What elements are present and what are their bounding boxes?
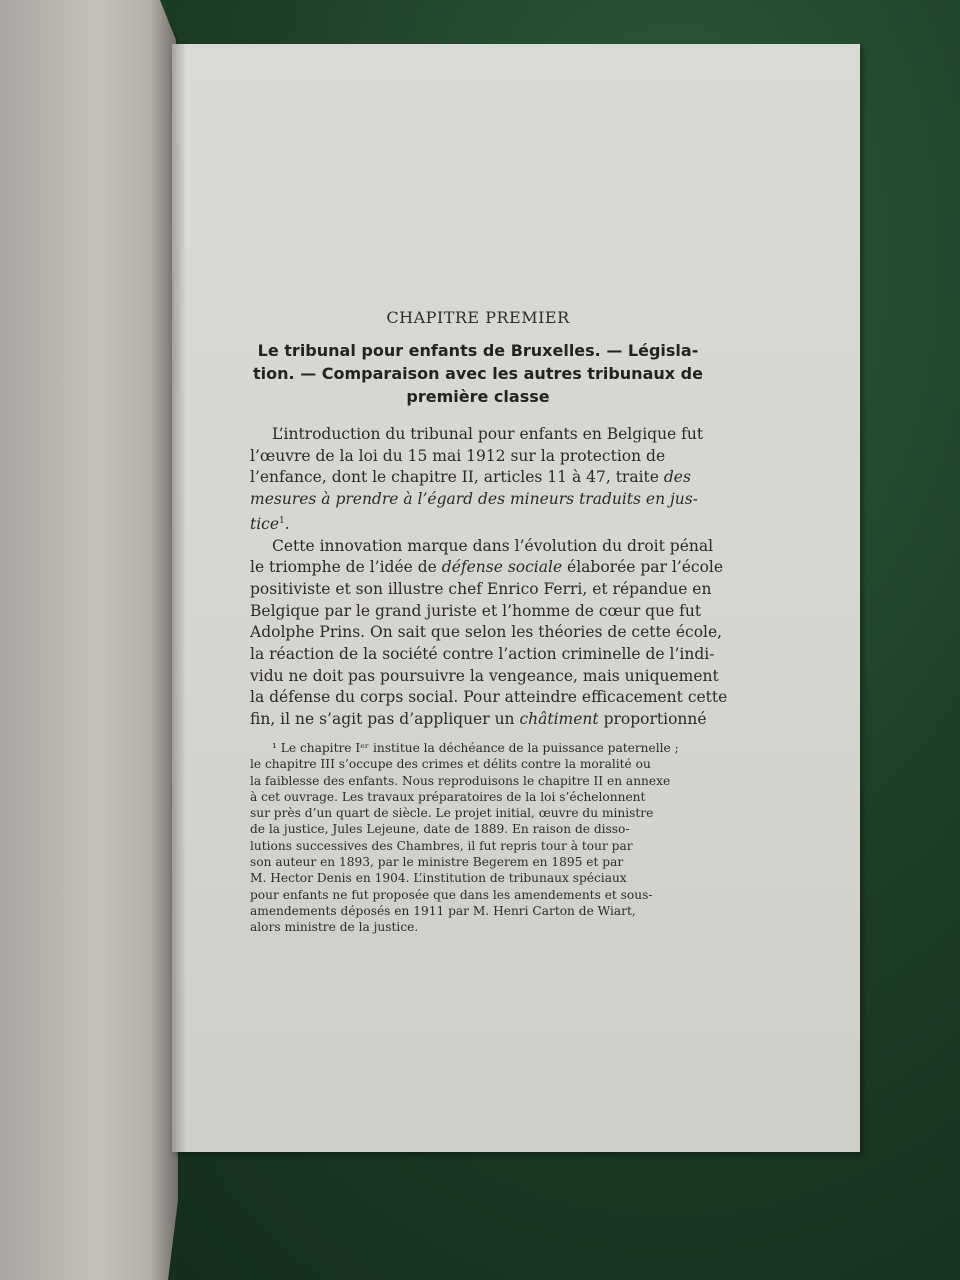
body-line: l’œuvre de la loi du 15 mai 1912 sur la protection de bbox=[250, 446, 666, 465]
footnote-line: pour enfants ne fut proposée que dans les amendements et sous- bbox=[250, 887, 653, 902]
footnote-line: lutions successives des Chambres, il fut repris tour à tour par bbox=[250, 838, 633, 853]
footnote-line: sur près d’un quart de siècle. Le projet initial, œuvre du ministre bbox=[250, 806, 654, 821]
italic-text-run: défense sociale bbox=[441, 558, 563, 577]
chapter-title-line: tion. — Comparaison avec les autres tribunaux de bbox=[253, 364, 703, 383]
body-text bbox=[250, 424, 728, 731]
body-line: la réaction de la société contre l’action criminelle de l’indi- bbox=[250, 645, 715, 664]
italic-text-run: tice bbox=[250, 514, 280, 533]
body-line: Belgique par le grand juriste et l’homme de cœur que fut bbox=[250, 601, 702, 620]
body-line: la défense du corps social. Pour atteindre efficacement cette bbox=[250, 688, 728, 707]
body-text-run: l’enfance, dont le chapitre II, articles 11 à 47, traite bbox=[250, 468, 664, 487]
footnote-line: ¹ Le chapitre Iᵉʳ institue la déchéance de la puissance paternelle ; bbox=[272, 741, 679, 755]
italic-text-run: des bbox=[663, 468, 691, 487]
body-text-run: élaborée par l’école bbox=[562, 558, 724, 577]
chapter-title-line: première classe bbox=[406, 387, 550, 406]
page-gutter-shade bbox=[172, 44, 186, 1152]
body-line bbox=[250, 511, 706, 536]
footnote-line: la faiblesse des enfants. Nous reproduisons le chapitre II en annexe bbox=[250, 773, 671, 788]
body-text-run: fin, il ne s’agit pas d’appliquer un bbox=[250, 710, 520, 729]
body-line: Adolphe Prins. On sait que selon les théories de cette école, bbox=[250, 623, 723, 642]
footnote-line: le chapitre III s’occupe des crimes et délits contre la moralité ou bbox=[250, 757, 651, 772]
body-line bbox=[250, 467, 706, 489]
footnote-line: amendements déposés en 1911 par M. Henri Carton de Wiart, bbox=[250, 903, 636, 918]
body-text-run: proportionné bbox=[598, 710, 707, 729]
body-line bbox=[250, 709, 706, 731]
italic-text-run: châtiment bbox=[519, 710, 599, 729]
body-line: positiviste et son illustre chef Enrico Ferri, et répandue en bbox=[250, 579, 712, 598]
chapter-title bbox=[250, 339, 706, 408]
body-line: vidu ne doit pas poursuivre la vengeance, mais uniquement bbox=[250, 666, 719, 685]
body-line bbox=[250, 557, 724, 579]
footnote-line: à cet ouvrage. Les travaux préparatoires de la loi s’échelonnent bbox=[250, 789, 646, 804]
footnote-line: son auteur en 1893, par le ministre Begerem en 1895 et par bbox=[250, 855, 624, 870]
body-line: Cette innovation marque dans l’évolution du droit pénal bbox=[272, 536, 714, 555]
chapter-heading: CHAPITRE PREMIER bbox=[386, 308, 570, 327]
body-text-run: le triomphe de l’idée de bbox=[250, 558, 442, 577]
body-text-run: . bbox=[284, 514, 290, 533]
footnote bbox=[250, 740, 706, 936]
footnote-marker: 1 bbox=[279, 515, 285, 526]
footnote-line: alors ministre de la justice. bbox=[250, 920, 419, 935]
chapter-title-line: Le tribunal pour enfants de Bruxelles. — Législa- bbox=[257, 341, 699, 360]
footnote-line: de la justice, Jules Lejeune, date de 1889. En raison de disso- bbox=[250, 822, 630, 837]
body-line: L’introduction du tribunal pour enfants en Belgique fut bbox=[272, 425, 704, 443]
footnote-line: M. Hector Denis en 1904. L’institution de tribunaux spéciaux bbox=[250, 871, 627, 886]
body-line: mesures à prendre à l’égard des mineurs traduits en jus- bbox=[250, 490, 698, 509]
